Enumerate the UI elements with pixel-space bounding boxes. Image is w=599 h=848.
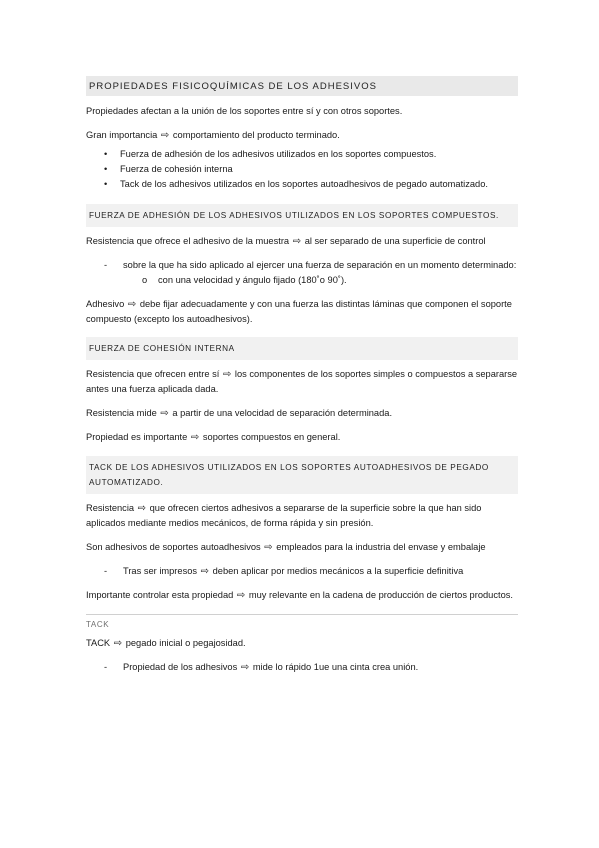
intro-paragraph: Propiedades afectan a la unión de los soportes entre sí y con otros soportes. bbox=[86, 106, 403, 116]
list-item-text: Fuerza de cohesión interna bbox=[120, 164, 233, 174]
text-fragment: Tras ser impresos bbox=[123, 566, 198, 576]
dash-item bbox=[86, 258, 518, 273]
paragraph bbox=[86, 636, 518, 651]
dash-item-text: sobre la que ha sido aplicado al ejercer una fuerza de separación en un momento determinado: bbox=[123, 260, 517, 270]
dash-item bbox=[86, 564, 518, 579]
paragraph bbox=[86, 406, 518, 421]
text-fragment: mide lo rápido 1ue una cinta crea unión. bbox=[252, 662, 419, 672]
paragraph bbox=[86, 501, 518, 531]
paragraph bbox=[86, 540, 518, 555]
text-fragment: Resistencia mide bbox=[86, 408, 157, 418]
text-fragment: Resistencia que ofrecen entre sí bbox=[86, 369, 220, 379]
dash-icon: - bbox=[104, 662, 108, 672]
arrow-icon: ⇨ bbox=[190, 432, 200, 443]
text-fragment: Propiedad es importante bbox=[86, 432, 188, 442]
sub-item bbox=[86, 273, 518, 288]
text-fragment: los componentes de los soportes simples o compuestos a separarse antes una fuerza aplicada dada. bbox=[86, 369, 518, 394]
dash-item bbox=[86, 660, 518, 675]
text-fragment: Gran importancia bbox=[86, 130, 158, 140]
section-heading-cohesion: FUERZA DE COHESIÓN INTERNA bbox=[86, 337, 518, 360]
list-item-text: Fuerza de adhesión de los adhesivos utilizados en los soportes compuestos. bbox=[120, 149, 437, 159]
text-fragment: a partir de una velocidad de separación determinada. bbox=[172, 408, 393, 418]
arrow-icon: ⇨ bbox=[200, 566, 210, 577]
arrow-icon: ⇨ bbox=[160, 408, 169, 419]
text-fragment: Resistencia que ofrece el adhesivo de la muestra bbox=[86, 236, 290, 246]
document-page bbox=[86, 76, 518, 675]
subsection-heading-tack: TACK bbox=[86, 614, 518, 631]
text-fragment: Resistencia bbox=[86, 503, 135, 513]
arrow-icon: ⇨ bbox=[240, 662, 250, 673]
text-fragment: pegado inicial o pegajosidad. bbox=[125, 638, 246, 648]
bullet-list bbox=[86, 147, 518, 192]
list-item bbox=[86, 147, 518, 162]
text-fragment: Son adhesivos de soportes autoadhesivos bbox=[86, 542, 261, 552]
arrow-icon: ⇨ bbox=[236, 590, 246, 601]
text-fragment: al ser separado de una superficie de control bbox=[304, 236, 486, 246]
text-fragment: soportes compuestos en general. bbox=[202, 432, 341, 442]
text-fragment: Adhesivo bbox=[86, 299, 125, 309]
bullet-icon: • bbox=[104, 179, 108, 189]
text-fragment: comportamiento del producto terminado. bbox=[172, 130, 340, 140]
text-fragment: Propiedad de los adhesivos bbox=[123, 662, 238, 672]
text-fragment: debe fijar adecuadamente y con una fuerza las distintas láminas que componen el soporte compuesto (excepto los autoadhesivos). bbox=[86, 299, 512, 324]
section-heading-tack-adhesives: TACK DE LOS ADHESIVOS UTILIZADOS EN LOS SOPORTES AUTOADHESIVOS DE PEGADO AUTOMATIZADO. bbox=[86, 456, 518, 494]
paragraph bbox=[86, 367, 518, 397]
paragraph bbox=[86, 234, 518, 249]
arrow-icon: ⇨ bbox=[113, 638, 123, 649]
text-fragment: muy relevante en la cadena de producción de ciertos productos. bbox=[248, 590, 513, 600]
list-item bbox=[86, 162, 518, 177]
dash-icon: - bbox=[104, 566, 108, 576]
bullet-icon: • bbox=[104, 164, 108, 174]
section-heading-adhesion: FUERZA DE ADHESIÓN DE LOS ADHESIVOS UTILIZADOS EN LOS SOPORTES COMPUESTOS. bbox=[86, 204, 518, 227]
arrow-icon: ⇨ bbox=[127, 299, 137, 310]
main-heading: PROPIEDADES FISICOQUÍMICAS DE LOS ADHESIVOS bbox=[86, 76, 518, 96]
paragraph bbox=[86, 588, 518, 603]
paragraph bbox=[86, 297, 518, 327]
arrow-icon: ⇨ bbox=[292, 236, 302, 247]
arrow-icon: ⇨ bbox=[222, 369, 232, 380]
text-fragment: que ofrecen ciertos adhesivos a separarse de la superficie sobre la que han sido aplicados mediante medios mecánicos, de forma rápida y sin presión. bbox=[86, 503, 482, 528]
list-item-text: Tack de los adhesivos utilizados en los soportes autoadhesivos de pegado automatizado. bbox=[120, 179, 488, 189]
sub-item-text: con una velocidad y ángulo fijado (180˚o 90˚). bbox=[158, 275, 347, 285]
dash-icon: - bbox=[104, 260, 108, 270]
bullet-icon: • bbox=[104, 149, 108, 159]
text-fragment: TACK bbox=[86, 638, 111, 648]
arrow-icon: ⇨ bbox=[264, 542, 273, 553]
text-fragment: Importante controlar esta propiedad bbox=[86, 590, 234, 600]
list-item bbox=[86, 177, 518, 192]
intro-importance bbox=[86, 128, 518, 143]
text-fragment: empleados para la industria del envase y embalaje bbox=[276, 542, 486, 552]
circle-bullet-icon: o bbox=[142, 275, 148, 285]
paragraph bbox=[86, 430, 518, 445]
arrow-icon: ⇨ bbox=[137, 503, 147, 514]
text-fragment: deben aplicar por medios mecánicos a la superficie definitiva bbox=[212, 566, 464, 576]
arrow-icon: ⇨ bbox=[160, 130, 170, 141]
